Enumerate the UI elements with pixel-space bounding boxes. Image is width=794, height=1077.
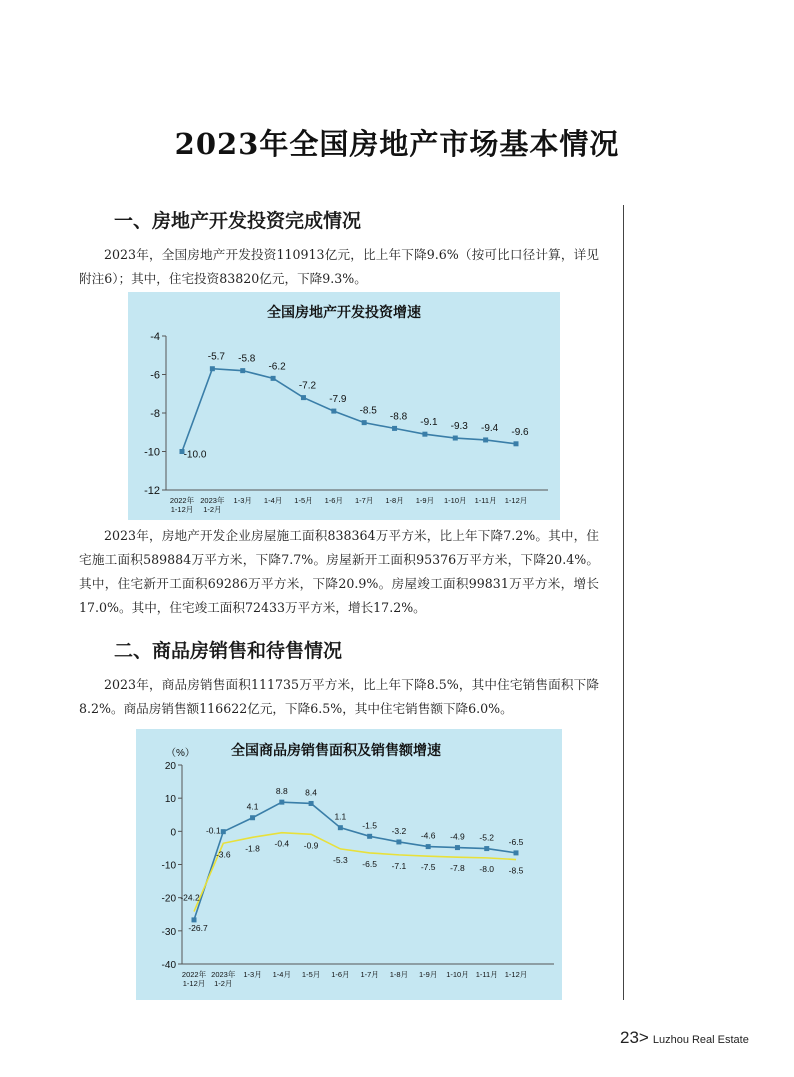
y-tick-label: -10 — [161, 860, 176, 872]
data-label: -0.1 — [205, 825, 221, 836]
data-label: -5.8 — [238, 353, 256, 365]
chart-title: 全国商品房销售面积及销售额增速 — [231, 742, 441, 758]
investment-growth-chart-svg — [128, 292, 560, 520]
chart-unit-label: （%） — [166, 748, 195, 759]
data-label: -9.3 — [450, 421, 468, 433]
page-title: 2023年全国房地产市场基本情况 — [174, 127, 620, 161]
x-tick-label — [390, 970, 408, 979]
x-tick-label-line: 1-2月 — [214, 979, 233, 988]
data-point — [392, 426, 397, 431]
x-tick-label-line: 1-12月 — [170, 505, 194, 514]
x-tick-label-line: 1-11月 — [475, 970, 498, 979]
y-tick-label: -12 — [144, 485, 160, 497]
data-label: -5.7 — [207, 351, 225, 363]
data-label: -6.5 — [362, 858, 377, 869]
x-tick-label-line: 1-8月 — [389, 970, 409, 979]
x-tick-label-line: 1-11月 — [474, 496, 497, 505]
y-tick-label: -4 — [150, 331, 160, 343]
data-point — [331, 409, 336, 414]
paragraph-floor-area: 2023年，房地产开发企业房屋施工面积838364万平方米，比上年下降7.2%。其中，住宅施工面积589884万平方米，下降7.7%。房屋新开工面积95376万平方米，下降20.4%。其中，住宅新开工面积69286万平方米，下降20.9%。房屋竣工面积99831万平方米，增长17.0%。其中，住宅竣工面积72433万平方米，增长17.2%。 — [79, 528, 599, 615]
data-label: -4.9 — [450, 831, 465, 842]
x-tick-label — [385, 496, 403, 505]
data-point — [367, 834, 372, 839]
y-tick-label: 10 — [164, 794, 176, 806]
data-label: -26.7 — [188, 922, 208, 933]
x-tick-label — [355, 496, 373, 505]
x-tick-label — [505, 970, 528, 979]
data-label: -5.3 — [333, 854, 348, 865]
data-label: -7.5 — [420, 862, 436, 873]
x-tick-label-line: 1-4月 — [272, 970, 291, 979]
y-tick-label: 20 — [164, 761, 176, 772]
data-point — [362, 420, 367, 425]
data-point — [250, 815, 255, 820]
data-label: -7.9 — [329, 394, 347, 406]
data-point — [514, 441, 519, 446]
y-tick-label: -10 — [144, 446, 160, 459]
data-label: -6.5 — [508, 836, 524, 847]
data-label: -7.8 — [450, 863, 465, 874]
x-tick-label — [182, 969, 207, 988]
x-tick-label-line: 1-7月 — [360, 970, 379, 979]
data-label: -7.1 — [391, 860, 407, 871]
paragraph-investment: 2023年，全国房地产开发投资110913亿元，比上年下降9.6%（按可比口径计算，详见附注6）；其中，住宅投资83820亿元，下降9.3%。 — [79, 247, 599, 286]
y-tick-label: -40 — [161, 960, 176, 971]
x-tick-label-line: 1-6月 — [324, 496, 343, 505]
section-heading-investment: 一、房地产开发投资完成情况 — [114, 210, 362, 232]
data-point — [422, 432, 427, 437]
x-tick-label — [273, 970, 291, 979]
data-point — [210, 366, 215, 371]
section-heading-sales: 二、商品房销售和待售情况 — [114, 640, 343, 662]
data-point — [309, 801, 314, 806]
x-tick-label — [243, 970, 261, 979]
x-tick-label-line: 1-10月 — [444, 496, 467, 505]
data-point — [240, 368, 245, 373]
data-label: -7.2 — [298, 380, 317, 392]
x-tick-label — [211, 969, 236, 988]
data-label: -0.4 — [274, 838, 290, 849]
x-tick-label-line: 1-4月 — [263, 496, 283, 505]
column-divider — [623, 205, 624, 1000]
data-point — [484, 846, 489, 851]
data-point — [455, 845, 460, 850]
data-label: -3.2 — [391, 825, 407, 836]
y-tick-label: 0 — [170, 827, 176, 839]
series-line-0 — [194, 802, 516, 920]
data-point — [221, 829, 226, 834]
x-tick-label — [200, 495, 225, 514]
y-tick-label: -6 — [150, 369, 160, 382]
data-label: 8.4 — [305, 787, 318, 798]
x-tick-label — [444, 496, 467, 505]
page-number: 23> — [620, 1028, 649, 1047]
y-tick-label: -30 — [161, 926, 176, 938]
x-tick-label-line: 1-10月 — [446, 970, 469, 979]
x-tick-label-line: 1-5月 — [294, 496, 313, 505]
x-tick-label-line: 1-3月 — [233, 496, 252, 505]
y-tick-label: -8 — [150, 408, 160, 420]
x-tick-label — [475, 496, 497, 505]
x-tick-label — [360, 970, 378, 979]
data-label: -10.0 — [183, 449, 207, 461]
sales-growth-chart — [136, 729, 562, 1000]
chart-title: 全国房地产开发投资增速 — [267, 304, 421, 320]
x-tick-label-line: 1-9月 — [419, 970, 438, 979]
x-tick-label — [446, 970, 469, 979]
x-tick-label-line: 1-12月 — [504, 496, 528, 505]
data-label: -4.6 — [420, 830, 436, 841]
x-tick-label — [476, 970, 498, 979]
data-point — [271, 376, 276, 381]
x-tick-label-line: 1-9月 — [415, 496, 435, 505]
y-tick-label: -20 — [161, 893, 176, 905]
x-tick-label-line: 2023年 — [200, 496, 225, 505]
x-tick-label-line: 1-2月 — [203, 505, 222, 514]
data-label: -0.9 — [303, 840, 319, 851]
x-tick-label — [264, 496, 282, 505]
x-tick-label-line: 2022年 — [181, 970, 207, 979]
data-label: -8.8 — [389, 411, 408, 423]
x-tick-label — [170, 495, 195, 514]
x-tick-label-line: 1-7月 — [355, 496, 374, 505]
x-tick-label-line: 1-12月 — [182, 979, 206, 988]
data-label: -24.2 — [180, 892, 200, 903]
data-point — [396, 839, 401, 844]
x-tick-label — [302, 970, 320, 979]
data-label: 1.1 — [334, 811, 347, 822]
x-tick-label-line: 1-5月 — [301, 970, 321, 979]
data-point — [338, 825, 343, 830]
x-tick-label-line: 1-12月 — [504, 970, 528, 979]
data-label: -8.5 — [508, 865, 524, 876]
data-label: -6.2 — [268, 361, 286, 373]
x-tick-label-line: 1-8月 — [385, 496, 404, 505]
sales-growth-chart-svg — [136, 729, 562, 1000]
x-tick-label — [505, 496, 528, 505]
publication-name: Luzhou Real Estate — [652, 1034, 749, 1046]
x-tick-label-line: 1-6月 — [331, 970, 350, 979]
data-point — [279, 800, 284, 805]
investment-growth-chart — [128, 292, 560, 520]
data-label: 8.8 — [275, 786, 288, 797]
data-label: -5.2 — [479, 832, 495, 843]
data-label: -9.6 — [511, 426, 529, 438]
x-tick-label — [234, 496, 252, 505]
x-tick-label — [325, 496, 343, 505]
series-line-0 — [182, 369, 516, 452]
x-tick-label — [419, 970, 437, 979]
data-label: -3.6 — [215, 849, 231, 860]
data-point — [483, 437, 488, 442]
data-label: -1.8 — [245, 843, 260, 854]
x-tick-label — [331, 970, 349, 979]
data-point — [426, 844, 431, 849]
data-point — [453, 436, 458, 441]
x-tick-label-line: 1-3月 — [243, 970, 262, 979]
data-label: -8.5 — [359, 405, 377, 417]
data-point — [192, 917, 197, 922]
x-tick-label-line: 2023年 — [211, 970, 236, 979]
data-label: -9.1 — [420, 417, 438, 429]
x-tick-label — [294, 496, 312, 505]
data-label: -1.5 — [362, 820, 377, 831]
x-tick-label — [416, 496, 434, 505]
page-footer — [620, 1028, 749, 1048]
paragraph-sales: 2023年，商品房销售面积111735万平方米，比上年下降8.5%，其中住宅销售面积下降8.2%。商品房销售额116622亿元，下降6.5%，其中住宅销售额下降6.0%。 — [79, 677, 599, 716]
data-point — [301, 395, 306, 400]
x-tick-label-line: 2022年 — [169, 496, 195, 505]
data-point — [514, 850, 519, 855]
data-label: -8.0 — [479, 863, 495, 874]
data-label: -9.4 — [481, 422, 499, 434]
data-label: 4.1 — [246, 801, 259, 812]
